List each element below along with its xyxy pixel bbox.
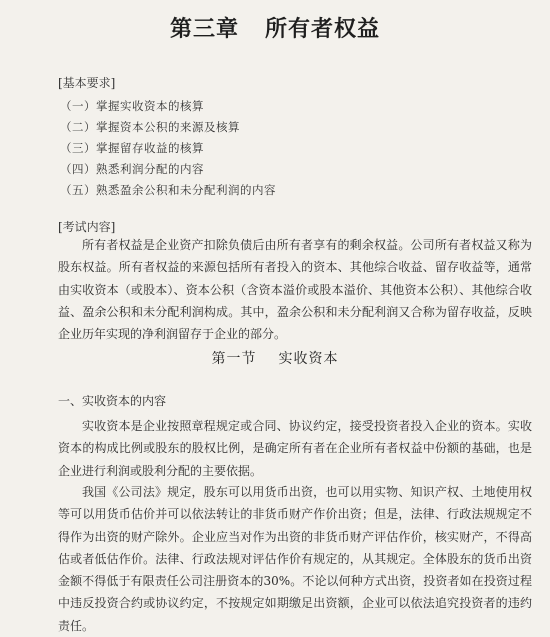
section-name: 实收资本 [278,351,339,367]
basic-requirements-heading: [基本要求] [58,76,116,90]
exam-content-paragraph: 所有者权益是企业资产扣除负债后由所有者享有的剩余权益。公司所有者权益又称为股东权益。所有者权益的来源包括所有者投入的资本、其他综合收益、留存收益等，通常由实收资本（或股本）、资本公积（含资本溢价或股本溢价、其他资本公积）、其他综合收益、盈余公积和未分配利润构成。其中，盈余公积和未分配利润又合称为留存收益，反映企业历年实现的净利润留存于企业的部分。 [58,238,532,342]
chapter-title [0,12,550,43]
list-item: （四）熟悉利润分配的内容 [60,162,204,176]
body-paragraph: 实收资本是企业按照章程规定或合同、协议约定，接受投资者投入企业的资本。实收资本的构成比例或股东的股权比例，是确定所有者在企业所有者权益中份额的基础，也是企业进行利润或股利分配的主要依据。 [58,419,532,478]
subsection-heading: 一、实收资本的内容 [58,394,167,408]
list-item: （二）掌握资本公积的来源及核算 [60,120,240,134]
chapter-name: 所有者权益 [265,16,381,42]
chapter-number: 第三章 [169,16,239,42]
exam-content-heading: [考试内容] [58,220,116,234]
section-number: 第一节 [211,351,257,367]
list-item: （三）掌握留存收益的核算 [60,141,204,155]
list-item: （一）掌握实收资本的核算 [60,99,204,113]
list-item: （五）熟悉盈余公积和未分配利润的内容 [60,183,276,197]
body-paragraph: 我国《公司法》规定，股东可以用货币出资，也可以用实物、知识产权、土地使用权等可以用货币估价并可以依法转让的非货币财产作价出资；但是，法律、行政法规规定不得作为出资的财产除外。企业应当对作为出资的非货币财产评估作价，核实财产，不得高估或者低估作价。法律、行政法规对评估作价有规定的，从其规定。全体股东的货币出资金额不得低于有限责任公司注册资本的30%。不论以何种方式出资，投资者如在投资过程中违反投资合约或协议约定，不按规定如期缴足出资额，企业可以依法追究投资者的违约责任。 [58,485,532,633]
section-title [0,348,550,368]
requirements-list [60,96,276,201]
